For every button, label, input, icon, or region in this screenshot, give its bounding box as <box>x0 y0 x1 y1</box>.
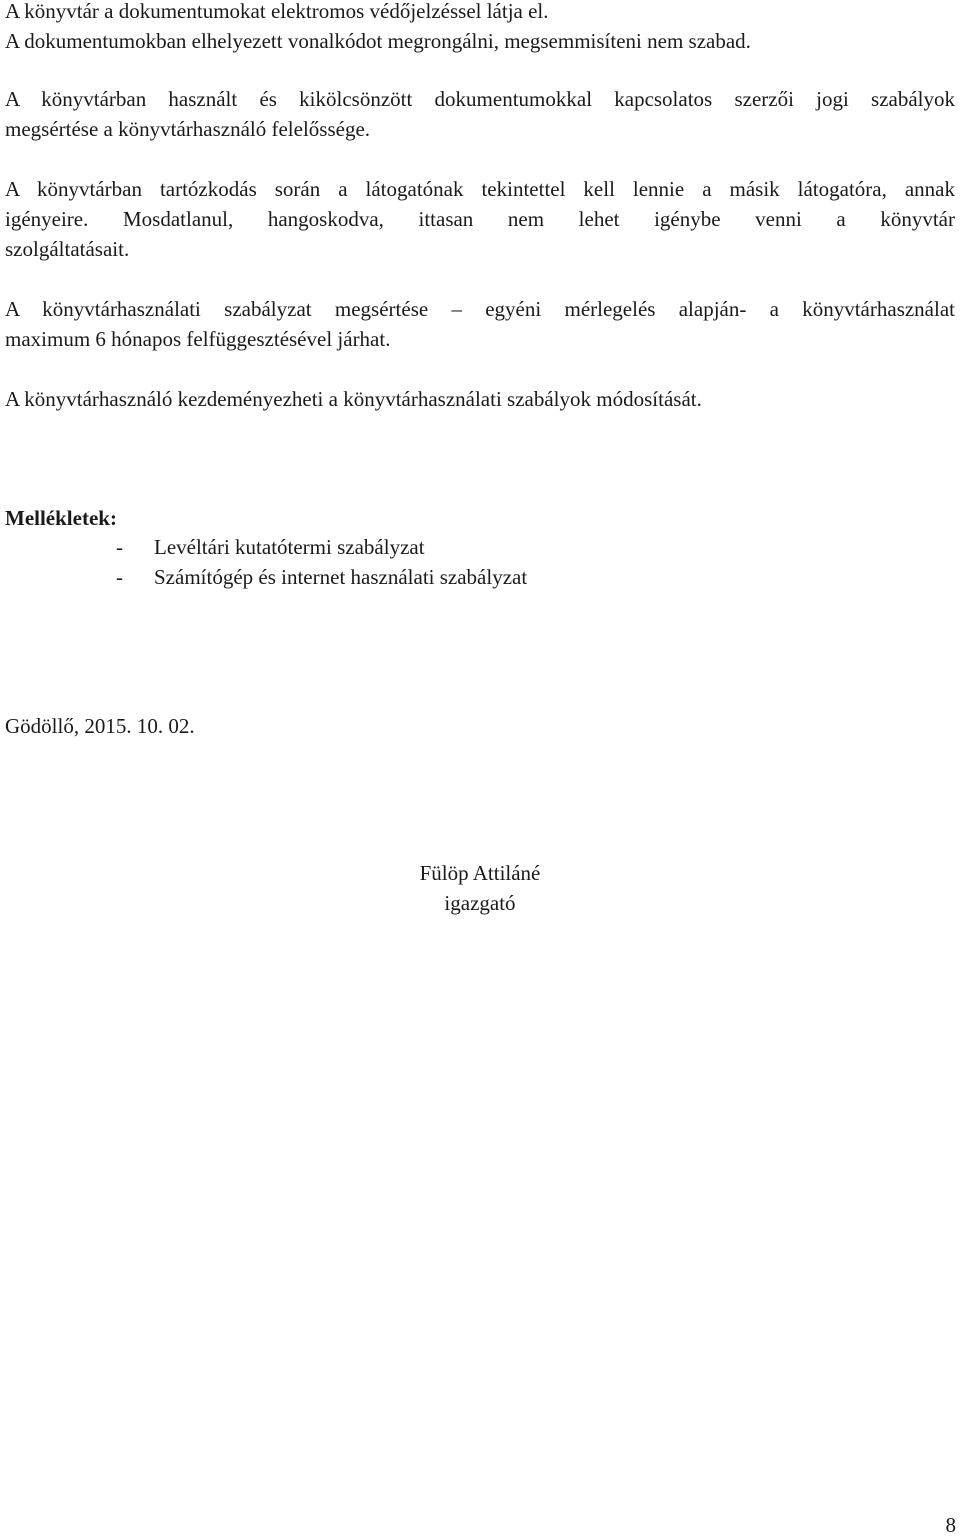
signatory-title: igazgató <box>444 891 516 915</box>
text-line: maximum 6 hónapos felfüggesztésével járhat. <box>5 327 391 351</box>
page-number: 8 <box>945 1513 956 1537</box>
list-dash: - <box>116 535 123 559</box>
list-dash: - <box>116 565 123 589</box>
paragraph-visitor-conduct <box>5 174 955 264</box>
text-line: igényeire. Mosdatlanul, hangoskodva, ittasan nem lehet igénybe venni a könyvtár <box>5 207 955 231</box>
signature-block <box>380 858 580 918</box>
text-line: A könyvtárhasználati szabályzat megsértése – egyéni mérlegelés alapján- a könyvtárhasználat <box>5 297 955 321</box>
paragraph-rule-modification <box>5 384 955 414</box>
text-line: A dokumentumokban elhelyezett vonalkódot megrongálni, megsemmisíteni nem szabad. <box>5 29 751 53</box>
attachment-item <box>116 562 527 592</box>
attachment-label: Levéltári kutatótermi szabályzat <box>154 535 425 559</box>
text-line: A könyvtárban tartózkodás során a látogatónak tekintettel kell lennie a másik látogatóra, annak <box>5 177 955 201</box>
text-line: A könyvtárban használt és kikölcsönzött dokumentumokkal kapcsolatos szerzői jogi szabályok <box>5 87 955 111</box>
signatory-name: Fülöp Attiláné <box>419 861 541 885</box>
place-and-date: Gödöllő, 2015. 10. 02. <box>5 714 195 738</box>
text-line: szolgáltatásait. <box>5 237 130 261</box>
paragraph-security-marking <box>5 0 955 56</box>
attachment-item <box>116 532 527 562</box>
text-line: A könyvtárhasználó kezdeményezheti a könyvtárhasználati szabályok módosítását. <box>5 387 702 411</box>
text-line: A könyvtár a dokumentumokat elektromos védőjelzéssel látja el. <box>5 0 549 23</box>
attachments-list <box>116 532 527 592</box>
attachment-label: Számítógép és internet használati szabályzat <box>154 565 528 589</box>
attachments-heading: Mellékletek: <box>5 506 117 530</box>
paragraph-violation-penalty <box>5 294 955 354</box>
text-line: megsértése a könyvtárhasználó felelőssége. <box>5 117 371 141</box>
paragraph-copyright <box>5 84 955 144</box>
